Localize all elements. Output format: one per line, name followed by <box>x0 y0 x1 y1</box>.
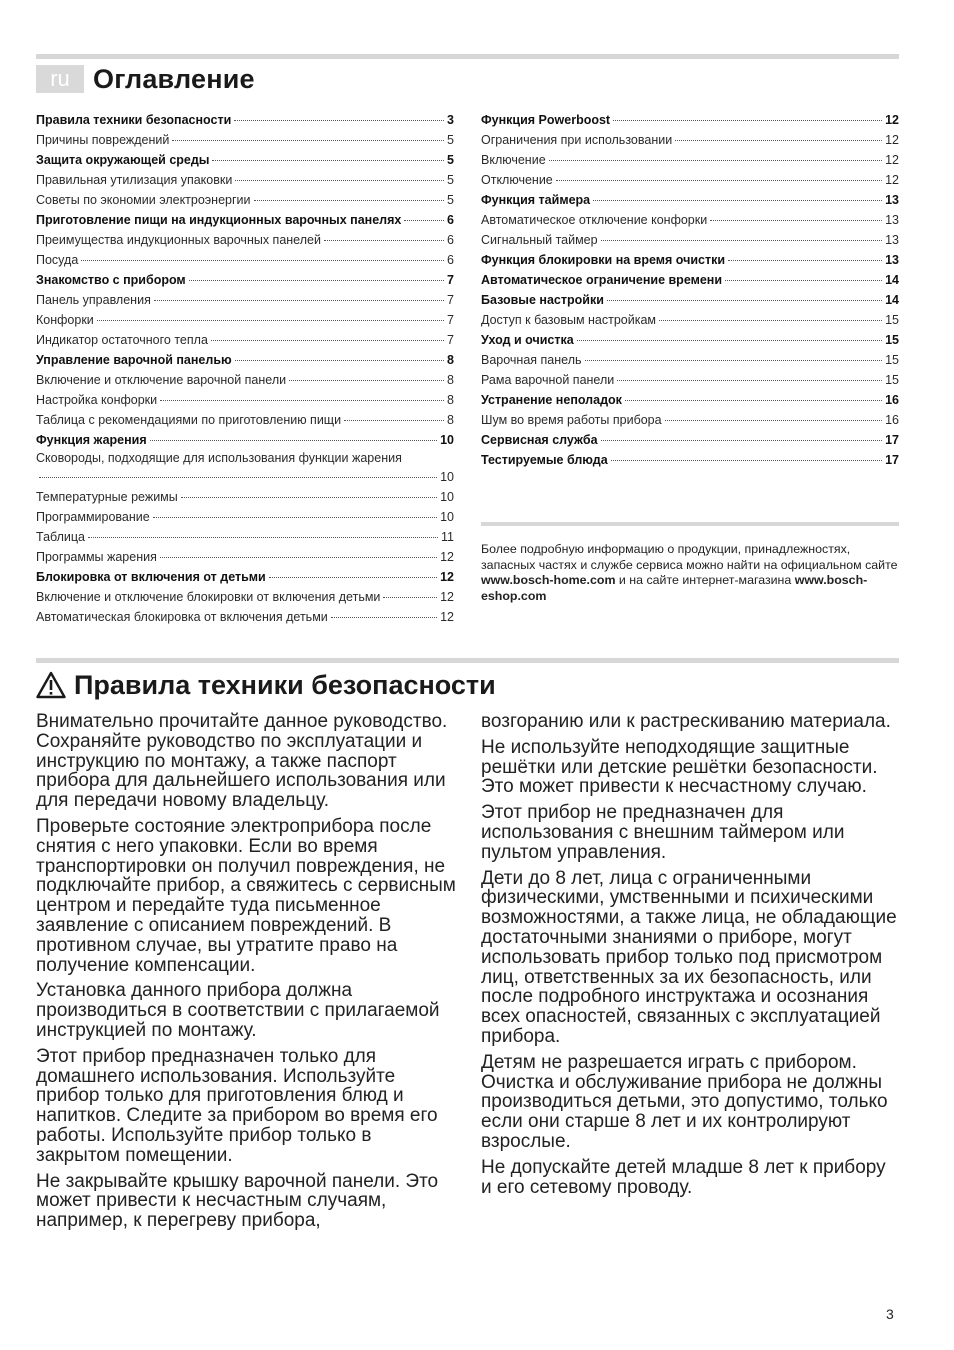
toc-entry-page: 3 <box>447 113 454 127</box>
toc-entry-title: Автоматическая блокировка от включения детьми <box>36 610 328 624</box>
toc-leader-dots <box>289 380 444 381</box>
toc-entry-title: Функция Powerboost <box>481 113 611 127</box>
toc-entry[interactable] <box>481 270 899 290</box>
toc-entry[interactable] <box>481 350 899 370</box>
toc-leader-dots <box>728 260 882 261</box>
toc-entry[interactable] <box>481 430 899 450</box>
toc-entry[interactable] <box>36 370 454 390</box>
toc-entry[interactable] <box>36 250 454 270</box>
toc-entry-title: Варочная панель <box>481 353 582 367</box>
toc-entry-page: 15 <box>885 313 899 327</box>
toc-leader-dots <box>189 280 444 281</box>
toc-entry-page: 10 <box>440 469 454 484</box>
toc-leader-dots <box>39 477 437 478</box>
toc-entry[interactable] <box>36 507 454 527</box>
toc-entry-page: 12 <box>440 590 454 604</box>
section-divider <box>36 658 899 663</box>
toc-entry-title: Сервисная служба <box>481 433 598 447</box>
safety-section-title <box>36 667 496 703</box>
toc-leader-dots <box>601 240 883 241</box>
toc-entry-page: 6 <box>447 253 454 267</box>
safety-paragraph: Дети до 8 лет, лица с ограниченными физическими, умственными и психическими возможностями, а также лица, не обладающие достаточными знаниями о приборе, могут использовать прибор только под присмотром лиц, ответственных за их безопасность, или после подробного инструктажа и осознания всех опасностей, связанных с эксплуатацией прибора. <box>481 867 897 1047</box>
toc-entry[interactable] <box>481 310 899 330</box>
toc-entry-title: Включение и отключение варочной панели <box>36 373 287 387</box>
toc-entry-page: 5 <box>447 173 454 187</box>
toc-entry-title: Сигнальный таймер <box>481 233 598 247</box>
toc-entry[interactable] <box>36 330 454 350</box>
toc-entry-title: Рама варочной панели <box>481 373 615 387</box>
toc-leader-dots <box>234 120 444 121</box>
toc-entry[interactable] <box>36 607 454 627</box>
toc-entry-title: Таблица с рекомендациями по приготовлению пищи <box>36 413 342 427</box>
toc-leader-dots <box>585 360 883 361</box>
safety-right-column <box>481 712 901 1203</box>
toc-entry-title: Посуда <box>36 253 79 267</box>
toc-entry-title: Автоматическое отключение конфорки <box>481 213 708 227</box>
toc-entry-page: 15 <box>885 333 899 347</box>
top-divider <box>36 54 899 59</box>
safety-paragraph: Внимательно прочитайте данное руководство. Сохраняйте руководство по эксплуатации и инструкцию по монтажу, а также паспорт прибора для дальнейшего использования или для передачи новому владельцу. <box>36 711 448 812</box>
toc-entry-title: Панель управления <box>36 293 151 307</box>
toc-entry-title: Температурные режимы <box>36 490 178 504</box>
toc-leader-dots <box>675 140 882 141</box>
toc-leader-dots <box>593 200 882 201</box>
toc-leader-dots <box>150 440 437 441</box>
toc-entry-page: 5 <box>447 133 454 147</box>
toc-entry-page: 14 <box>885 273 899 287</box>
toc-entry[interactable] <box>481 110 899 130</box>
toc-entry[interactable] <box>36 130 454 150</box>
toc-entry[interactable] <box>481 250 899 270</box>
toc-leader-dots <box>710 220 882 221</box>
toc-leader-dots <box>172 140 444 141</box>
toc-entry-page: 10 <box>440 510 454 524</box>
toc-leader-dots <box>154 300 444 301</box>
toc-entry-title: Устранение неполадок <box>481 393 622 407</box>
toc-entry[interactable] <box>481 450 899 470</box>
toc-entry-title: Советы по экономии электроэнергии <box>36 193 251 207</box>
toc-entry[interactable] <box>36 410 454 430</box>
safety-paragraph: Не допускайте детей младше 8 лет к прибору и его сетевому проводу. <box>481 1156 886 1198</box>
toc-entry-title: Тестируемые блюда <box>481 453 608 467</box>
toc-entry[interactable] <box>36 310 454 330</box>
more-info-text-1: Более подробную информацию о продукции, принадлежностях, запасных частях и службе сервиса можно найти на официальном сайте <box>481 542 898 572</box>
toc-entry-title: Уход и очистка <box>481 333 574 347</box>
safety-paragraph: Этот прибор предназначен только для домашнего использования. Используйте прибор только для приготовления блюд и напитков. Следите за прибором во время его работы. Используйте прибор только в закрытом помещении. <box>36 1045 438 1166</box>
language-badge: ru <box>36 65 84 93</box>
toc-leader-dots <box>181 497 437 498</box>
toc-entry-title: Сковороды, подходящие для использования функции жарения <box>36 451 402 465</box>
warning-triangle-icon <box>36 671 66 699</box>
toc-entry-title: Программы жарения <box>36 550 157 564</box>
toc-entry-title: Приготовление пищи на индукционных варочных панелях <box>36 213 402 227</box>
toc-entry[interactable] <box>481 190 899 210</box>
toc-entry-title: Функция таймера <box>481 193 591 207</box>
toc-entry-page: 14 <box>885 293 899 307</box>
safety-paragraph: Не используйте неподходящие защитные решётки или детские решётки безопасности. Это может привести к несчастному случаю. <box>481 736 878 798</box>
bosch-home-link[interactable]: www.bosch-home.com <box>481 573 616 587</box>
toc-entry-page: 12 <box>885 133 899 147</box>
toc-entry[interactable] <box>481 410 899 430</box>
toc-entry[interactable] <box>481 210 899 230</box>
toc-entry-page: 13 <box>885 233 899 247</box>
toc-entry[interactable] <box>36 487 454 507</box>
toc-entry[interactable] <box>481 330 899 350</box>
safety-paragraph: Этот прибор не предназначен для использования с внешним таймером или пультом управления. <box>481 802 845 863</box>
toc-leader-dots <box>160 557 437 558</box>
toc-entry-page: 7 <box>447 333 454 347</box>
toc-leader-dots <box>97 320 444 321</box>
toc-entry-page: 10 <box>440 433 454 447</box>
toc-entry-page: 12 <box>885 113 899 127</box>
toc-entry[interactable] <box>481 390 899 410</box>
toc-entry-title: Шум во время работы прибора <box>481 413 662 427</box>
toc-entry[interactable] <box>36 430 454 450</box>
safety-paragraph: возгоранию или к растрескиванию материала. <box>481 711 891 732</box>
safety-left-column <box>36 712 456 1237</box>
toc-leader-dots <box>212 160 444 161</box>
toc-entry[interactable] <box>36 270 454 290</box>
toc-entry[interactable] <box>36 170 454 190</box>
toc-entry[interactable] <box>481 230 899 250</box>
toc-entry[interactable] <box>36 290 454 310</box>
toc-leader-dots <box>153 517 437 518</box>
more-info-text-2: и на сайте интернет-магазина <box>615 573 795 587</box>
info-divider <box>481 522 899 526</box>
toc-entry[interactable] <box>36 587 454 607</box>
toc-entry-page: 17 <box>885 433 899 447</box>
toc-leader-dots <box>404 220 444 221</box>
toc-entry-title: Автоматическое ограничение времени <box>481 273 723 287</box>
toc-entry[interactable] <box>481 130 899 150</box>
toc-entry-page: 12 <box>440 570 454 584</box>
toc-entry[interactable] <box>481 170 899 190</box>
toc-leader-dots <box>235 180 444 181</box>
toc-leader-dots <box>235 360 444 361</box>
toc-entry-title: Функция блокировки на время очистки <box>481 253 726 267</box>
bosch-eshop-link[interactable]: www.bosch-eshop.com <box>481 573 868 603</box>
toc-entry-title: Управление варочной панелью <box>36 353 232 367</box>
toc-leader-dots <box>549 160 882 161</box>
toc-entry[interactable] <box>36 210 454 230</box>
toc-entry-page: 13 <box>885 253 899 267</box>
more-info-note <box>481 542 901 604</box>
toc-entry[interactable] <box>36 190 454 210</box>
safety-title-text: Правила техники безопасности <box>74 669 496 700</box>
toc-leader-dots <box>88 537 438 538</box>
toc-header <box>36 63 255 95</box>
toc-entry-title: Правила техники безопасности <box>36 113 232 127</box>
toc-entry-page: 10 <box>440 490 454 504</box>
toc-leader-dots <box>81 260 444 261</box>
safety-paragraph: Детям не разрешается играть с прибором. Очистка и обслуживание прибора не должны производиться детьми, это допустимо, только если они старше 8 лет и их контролируют взрослые. <box>481 1051 888 1152</box>
toc-leader-dots <box>725 280 882 281</box>
toc-entry[interactable] <box>481 370 899 390</box>
toc-entry-page: 7 <box>447 293 454 307</box>
toc-entry-title: Включение <box>481 153 546 167</box>
toc-entry-title: Таблица <box>36 530 86 544</box>
toc-entry-title: Блокировка от включения от детьми <box>36 570 266 584</box>
toc-entry[interactable] <box>36 567 454 587</box>
toc-entry[interactable] <box>481 150 899 170</box>
toc-entry[interactable] <box>36 150 454 170</box>
toc-entry-page: 12 <box>440 610 454 624</box>
toc-right-column <box>481 110 899 470</box>
toc-leader-dots <box>607 300 882 301</box>
toc-leader-dots <box>160 400 444 401</box>
toc-leader-dots <box>324 240 444 241</box>
toc-entry-title: Базовые настройки <box>481 293 604 307</box>
toc-entry-page: 11 <box>441 530 454 544</box>
toc-entry-page: 7 <box>447 273 454 287</box>
toc-leader-dots <box>383 597 437 598</box>
toc-entry-page: 13 <box>885 193 899 207</box>
toc-leader-dots <box>331 617 437 618</box>
toc-entry[interactable] <box>481 290 899 310</box>
toc-entry-page: 15 <box>885 373 899 387</box>
toc-leader-dots <box>611 460 882 461</box>
toc-entry-page: 8 <box>447 413 454 427</box>
toc-leader-dots <box>601 440 883 441</box>
toc-leader-dots <box>665 420 883 421</box>
toc-entry-page: 12 <box>440 550 454 564</box>
toc-leader-dots <box>577 340 882 341</box>
toc-entry-title: Включение и отключение блокировки от включения детьми <box>36 590 381 604</box>
toc-leader-dots <box>254 200 445 201</box>
toc-entry-page: 15 <box>885 353 899 367</box>
toc-entry[interactable] <box>36 547 454 567</box>
toc-leader-dots <box>211 340 444 341</box>
toc-entry-page: 17 <box>885 453 899 467</box>
toc-entry-page: 6 <box>447 213 454 227</box>
page-number: 3 <box>886 1306 894 1322</box>
toc-leader-dots <box>659 320 882 321</box>
toc-entry-title: Защита окружающей среды <box>36 153 210 167</box>
toc-entry-title: Настройка конфорки <box>36 393 158 407</box>
toc-entry-title: Отключение <box>481 173 553 187</box>
toc-entry-page: 16 <box>885 393 899 407</box>
toc-leader-dots <box>625 400 882 401</box>
toc-entry-title: Индикатор остаточного тепла <box>36 333 208 347</box>
toc-entry-page: 7 <box>447 313 454 327</box>
toc-entry-title: Ограничения при использовании <box>481 133 673 147</box>
toc-entry-page: 16 <box>885 413 899 427</box>
toc-entry-title: Преимущества индукционных варочных панелей <box>36 233 321 247</box>
toc-entry-page: 8 <box>447 353 454 367</box>
toc-left-column <box>36 110 454 627</box>
toc-entry-title: Доступ к базовым настройкам <box>481 313 657 327</box>
toc-leader-dots <box>617 380 882 381</box>
safety-paragraph: Проверьте состояние электроприбора после снятия с него упаковки. Если во время транспортировки он получил повреждения, не подключайте прибор, а свяжитесь с сервисным центром и передайте туда письменное заявление с описанием повреждений. В противном случае, вы утратите право на получение компенсации. <box>36 815 456 976</box>
toc-title: Оглавление <box>93 63 255 94</box>
toc-entry[interactable] <box>36 230 454 250</box>
toc-entry-title: Правильная утилизация упаковки <box>36 173 233 187</box>
toc-entry[interactable] <box>36 527 454 547</box>
toc-entry[interactable] <box>36 450 454 487</box>
toc-entry-title: Конфорки <box>36 313 94 327</box>
toc-entry[interactable] <box>36 390 454 410</box>
toc-entry-page: 6 <box>447 233 454 247</box>
toc-entry-page: 8 <box>447 373 454 387</box>
toc-entry-title: Программирование <box>36 510 150 524</box>
toc-entry[interactable] <box>36 350 454 370</box>
toc-entry-title: Знакомство с прибором <box>36 273 186 287</box>
toc-entry[interactable] <box>36 110 454 130</box>
toc-entry-page: 12 <box>885 153 899 167</box>
toc-entry-page: 12 <box>885 173 899 187</box>
toc-entry-title: Причины повреждений <box>36 133 170 147</box>
toc-leader-dots <box>344 420 444 421</box>
toc-entry-title: Функция жарения <box>36 433 147 447</box>
safety-paragraph: Установка данного прибора должна производиться в соответствии с прилагаемой инструкцией по монтажу. <box>36 980 440 1041</box>
toc-entry-page: 13 <box>885 213 899 227</box>
toc-entry-page: 5 <box>447 153 454 167</box>
safety-paragraph: Не закрывайте крышку варочной панели. Это может привести к несчастным случаям, например, к перегреву прибора, <box>36 1170 439 1232</box>
toc-leader-dots <box>269 577 437 578</box>
toc-leader-dots <box>613 120 882 121</box>
toc-leader-dots <box>556 180 882 181</box>
toc-entry-page: 5 <box>447 193 454 207</box>
toc-entry-page: 8 <box>447 393 454 407</box>
